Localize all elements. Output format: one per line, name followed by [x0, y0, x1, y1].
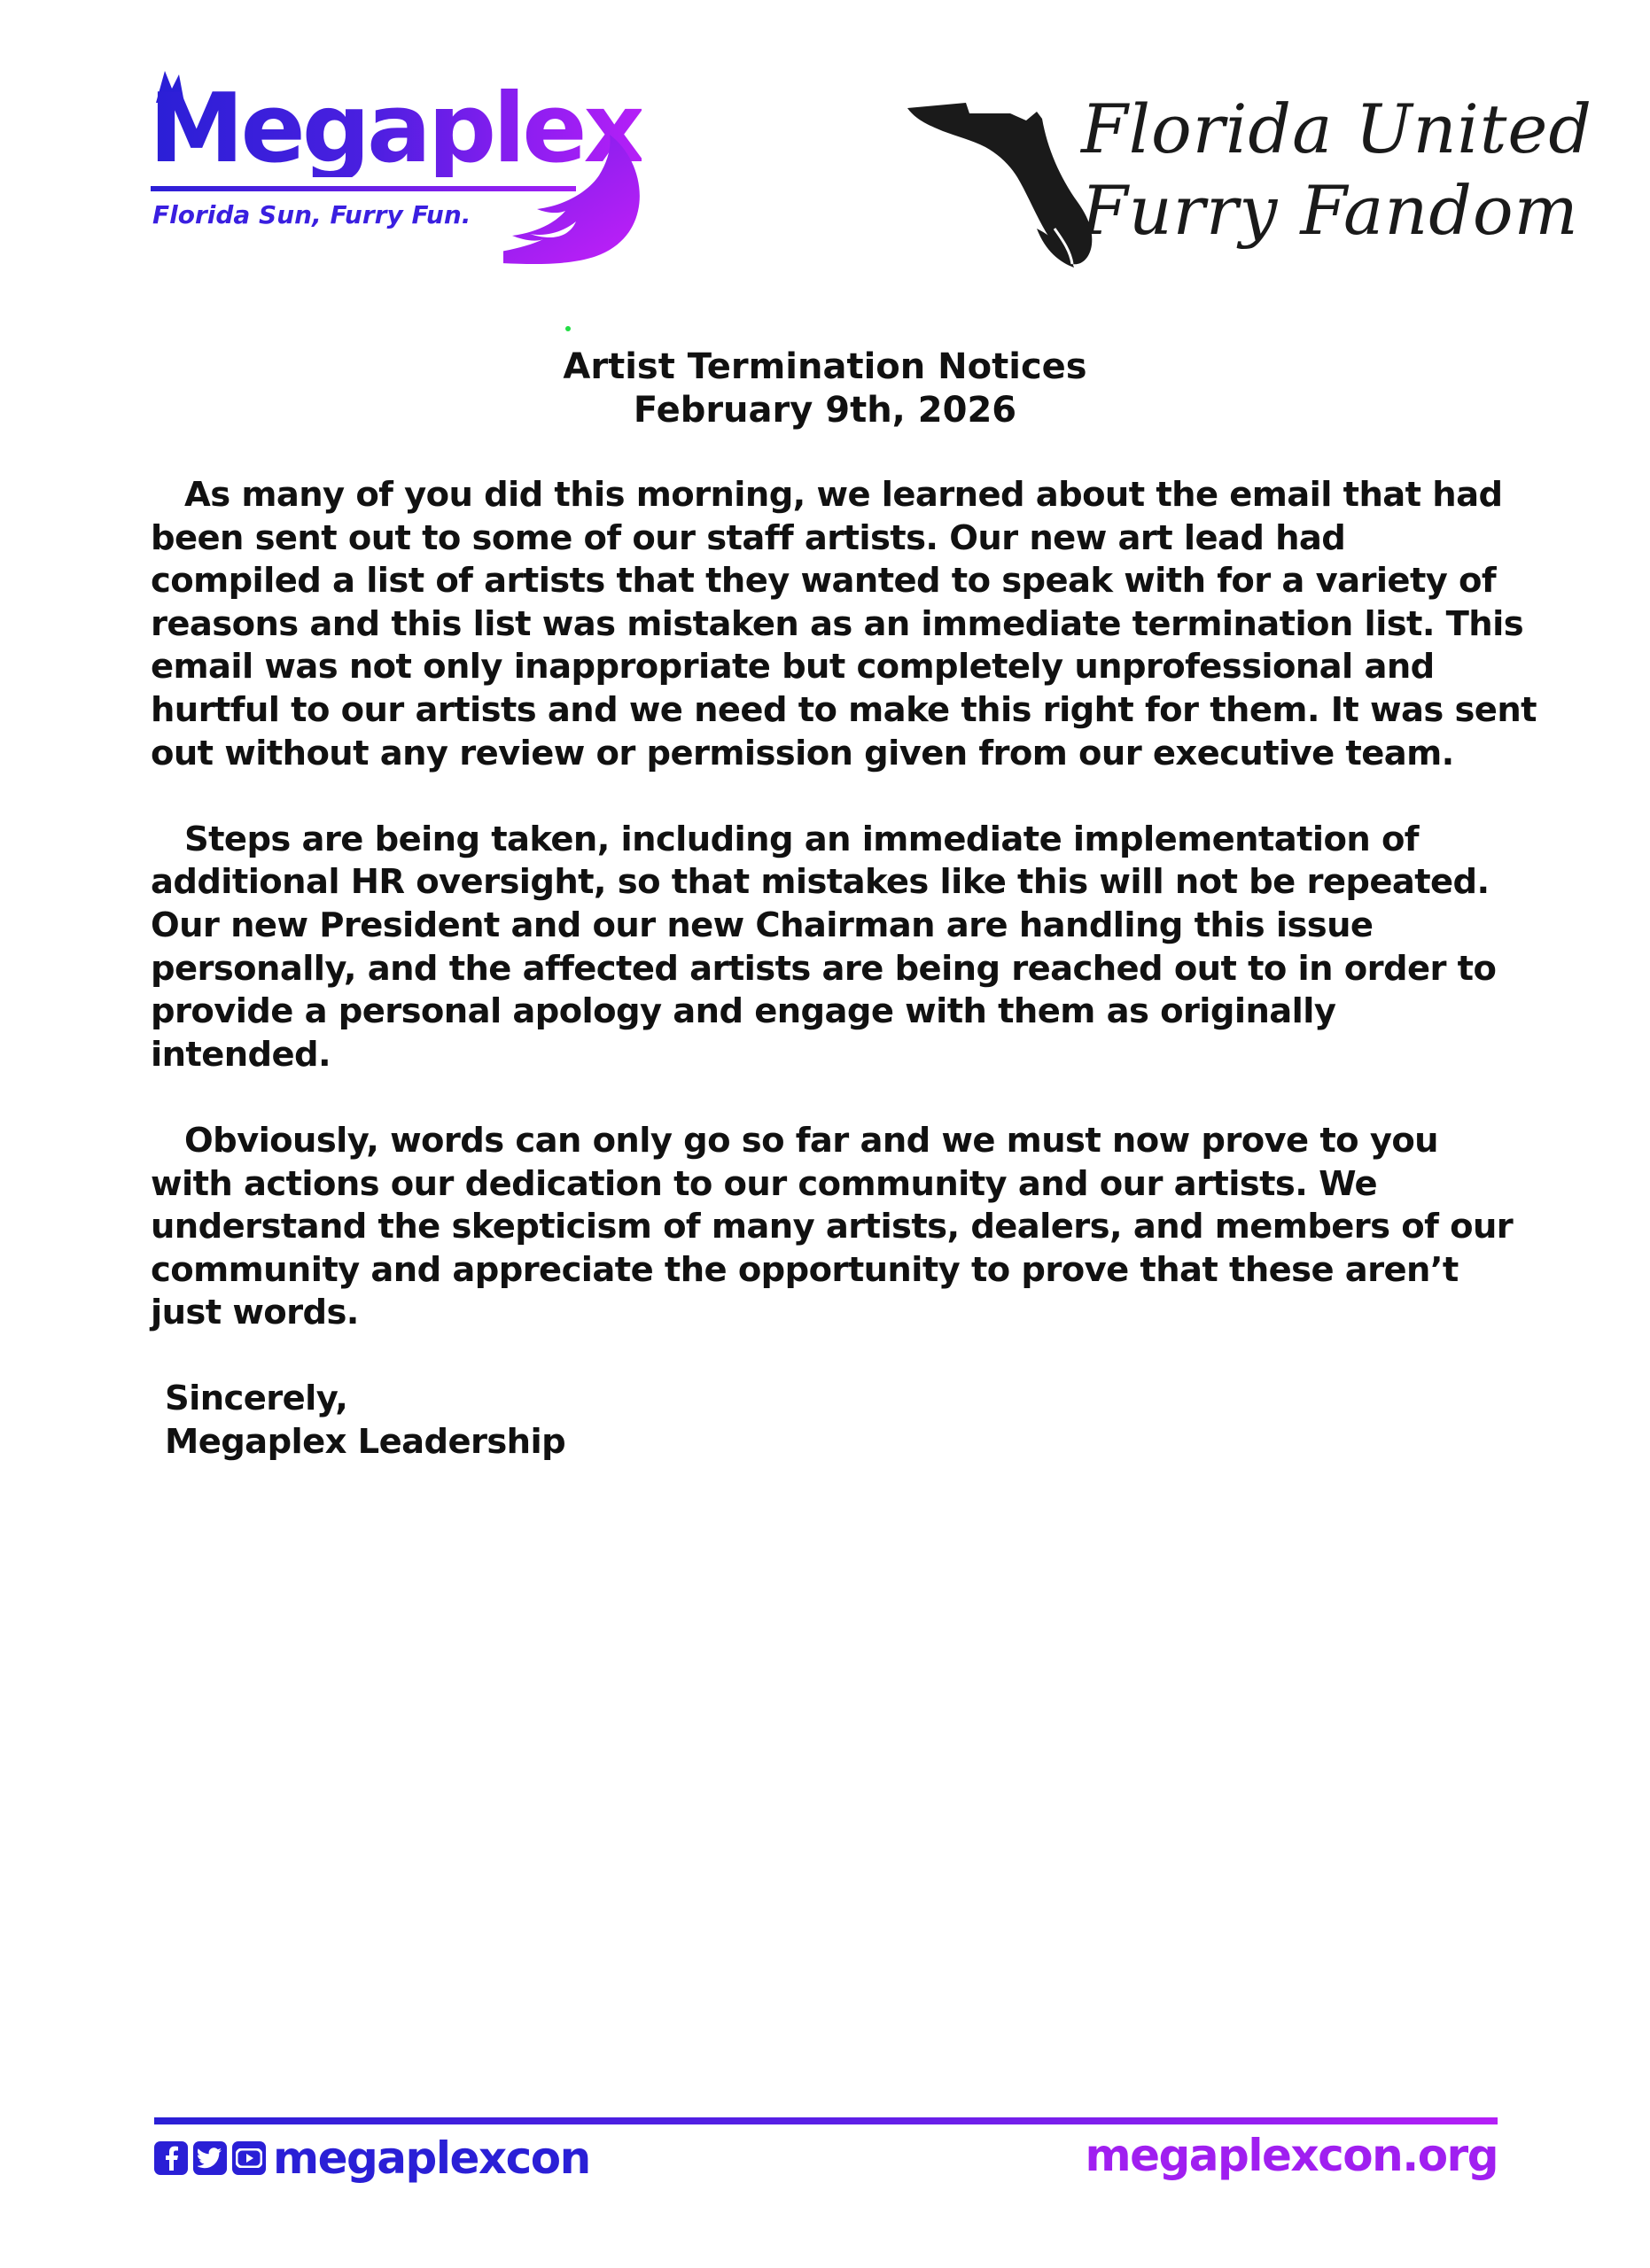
paragraph-line: intended. — [151, 1034, 331, 1075]
paragraph-line: understand the skepticism of many artists, dealers, and members of our — [151, 1207, 1514, 1247]
megaplex-wordmark: Megaplex — [149, 74, 642, 184]
megaplex-tagline: Florida Sun, Furry Fun. — [152, 200, 471, 229]
facebook-icon[interactable] — [154, 2141, 188, 2175]
page-title: Artist Termination Notices — [563, 346, 1087, 387]
paragraph-line: reasons and this list was mistaken as an immediate termination list. This — [151, 603, 1524, 644]
stray-dot — [565, 326, 571, 331]
paragraph-line: compiled a list of artists that they wanted to speak with for a variety of — [151, 561, 1497, 602]
paragraph-line: provide a personal apology and engage with them as originally — [151, 991, 1336, 1032]
paragraph-line: community and appreciate the opportunity to prove that these aren’t — [151, 1249, 1459, 1290]
paragraph-3 — [151, 1120, 1514, 1335]
paragraph-2 — [151, 819, 1506, 1077]
paragraph-line: As many of you did this morning, we learned about the email that had — [184, 475, 1503, 515]
footer-divider — [154, 2117, 1498, 2124]
fuff-line-1: Florida United — [1081, 89, 1593, 168]
paragraph-line: out without any review or permission given from our executive team. — [151, 733, 1454, 773]
paragraph-line: Obviously, words can only go so far and we must now prove to you — [184, 1120, 1438, 1161]
paragraph-line: additional HR oversight, so that mistakes like this will not be repeated. — [151, 862, 1490, 903]
website-link[interactable]: megaplexcon.org — [1085, 2130, 1498, 2181]
social-handle[interactable]: megaplexcon — [273, 2132, 590, 2184]
fox-tail-icon — [503, 126, 645, 268]
signoff — [165, 1378, 565, 1464]
closing: Sincerely, — [165, 1379, 348, 1418]
notice-date: February 9th, 2026 — [633, 390, 1017, 431]
paragraph-line: just words. — [151, 1293, 359, 1333]
youtube-icon[interactable] — [232, 2141, 266, 2175]
fuff-logo — [904, 89, 1593, 284]
paragraph-line: Our new President and our new Chairman are handling this issue — [151, 905, 1374, 945]
paragraph-line: with actions our dedication to our community and our artists. We — [151, 1163, 1378, 1204]
notice-title — [0, 346, 1650, 432]
paragraph-line: been sent out to some of our staff artists. Our new art lead had — [151, 517, 1346, 558]
letter-body — [151, 474, 1537, 1378]
fuff-wordmark — [1081, 89, 1592, 252]
megaplex-logo — [149, 74, 645, 268]
paragraph-line: Steps are being taken, including an immediate implementation of — [184, 819, 1419, 859]
fuff-line-2: Furry Fandom — [1081, 171, 1579, 250]
footer-social — [154, 2133, 590, 2183]
signature: Megaplex Leadership — [165, 1421, 566, 1462]
paragraph-line: email was not only inappropriate but completely unprofessional and — [151, 647, 1435, 687]
twitter-icon[interactable] — [193, 2141, 227, 2175]
paragraph-1 — [151, 474, 1537, 775]
paragraph-line: personally, and the affected artists are being reached out to in order to — [151, 948, 1497, 989]
paragraph-line: hurtful to our artists and we need to make this right for them. It was sent — [151, 689, 1537, 730]
